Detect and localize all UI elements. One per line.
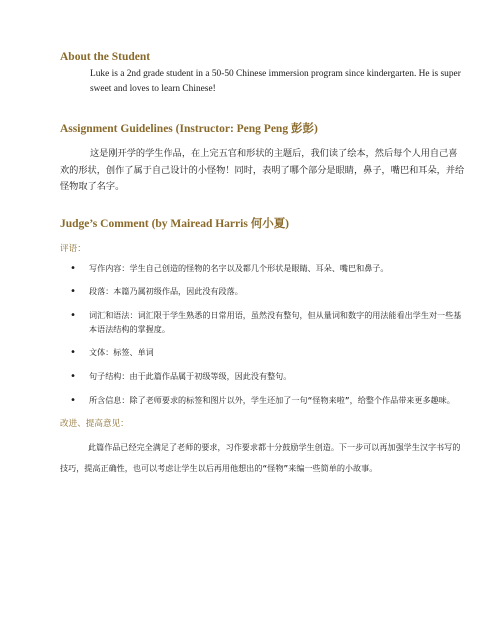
assignment-guidelines-text: 这是刚开学的学生作品，在上完五官和形状的主题后，我们读了绘本，然后每个人用自己喜欢的形状，创作了属于自己设计的小怪物！同时，表明了哪个部分是眼睛，鼻子，嘴巴和耳朵，并给怪物取了名字。 [60, 148, 465, 191]
comment-text: 段落：本篇乃属初级作品，因此没有段落。 [89, 286, 243, 297]
improvement-text: 此篇作品已经完全满足了老师的要求，习作要求都十分鼓励学生创造。下一步可以再加强学生汉字书写的技巧，提高正确性，也可以考虑让学生以后再用他想出的“怪物”来编一些简单的小故事。 [60, 442, 461, 474]
comment-list [60, 262, 465, 408]
bullet-icon: • [70, 262, 77, 274]
comment-item-vocabulary [70, 309, 465, 336]
bullet-icon: • [70, 371, 77, 383]
assignment-guidelines-heading: Assignment Guidelines (Instructor: Peng Peng 彭彭) [60, 123, 318, 135]
comment-item-paragraph [70, 285, 465, 299]
bullet-icon: • [70, 347, 77, 359]
comment-text: 词汇和语法：词汇限于学生熟悉的日常用语，虽然没有整句，但从量词和数字的用法能看出学生对一些基本语法结构的掌握度。 [89, 309, 462, 334]
comment-text: 文体：标签、单词 [89, 347, 154, 358]
bullet-icon: • [70, 286, 77, 298]
judge-comment-heading: Judge’s Comment (by Mairead Harris 何小夏) [60, 217, 290, 230]
bullet-icon: • [70, 394, 77, 406]
comment-item-style [70, 346, 465, 360]
bullet-icon: • [70, 309, 77, 321]
comment-text: 句子结构：由于此篇作品属于初级等级，因此没有整句。 [89, 371, 292, 382]
comment-item-sentence [70, 370, 465, 384]
about-student-heading: About the Student [60, 51, 151, 63]
comment-text: 写作内容：学生自己创造的怪物的名字以及都几个形状是眼睛、耳朵、嘴巴和鼻子。 [89, 262, 389, 273]
comment-text: 所含信息：除了老师要求的标签和图片以外，学生还加了一句“怪物来啦”，给整个作品带来更多趣味。 [89, 394, 455, 405]
about-student-text: Luke is a 2nd grade student in a 50-50 Chinese immersion program since kindergarten. He is super sweet and loves to learn Chinese! [90, 69, 461, 94]
comment-item-information [70, 394, 465, 408]
improvement-label: 改进、提高意见： [60, 419, 129, 430]
comments-label: 评语： [60, 243, 86, 254]
comment-item-content [70, 262, 465, 276]
